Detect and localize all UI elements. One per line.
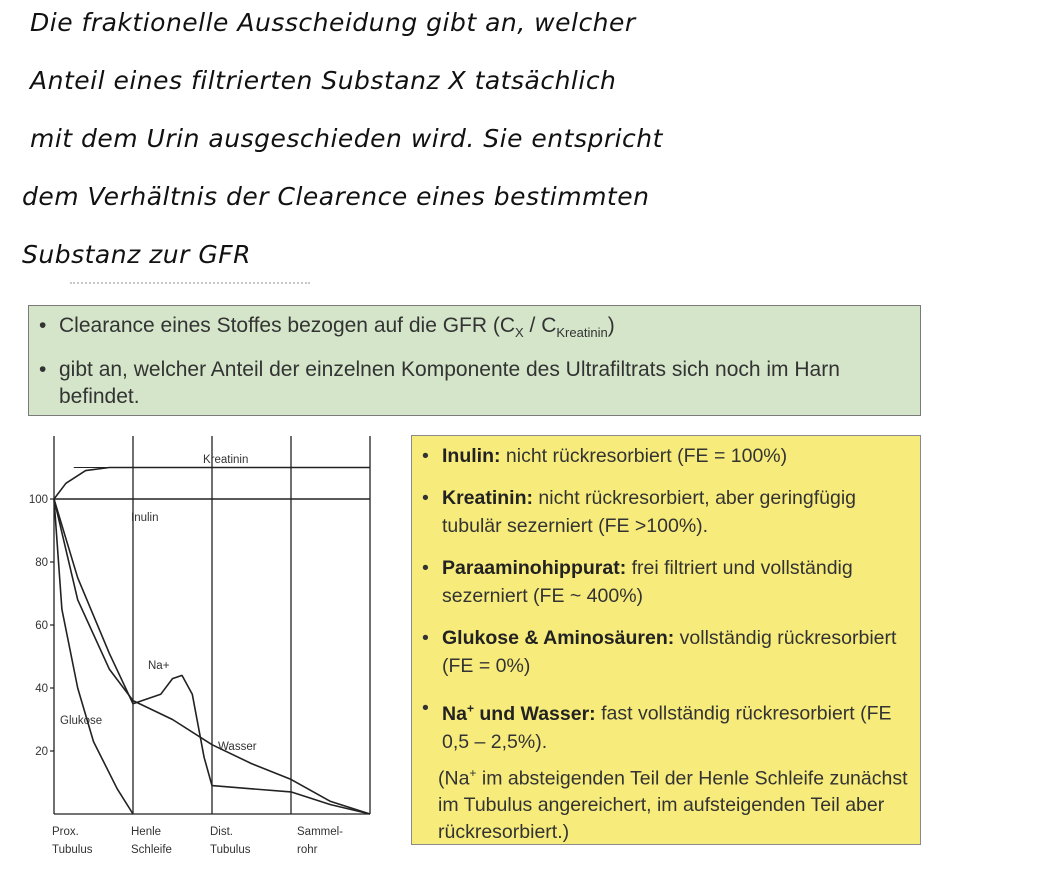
summary-list xyxy=(422,442,910,680)
summary-item xyxy=(422,554,910,610)
summary-item-text: Kreatinin: nicht rückresorbiert, aber geringfügig tubulär sezerniert (FE >100%). xyxy=(442,487,857,537)
y-tick-label: 100 xyxy=(28,494,48,506)
bullet-icon: • xyxy=(422,445,429,467)
chart-svg xyxy=(20,430,390,870)
summary-item-text: Paraaminohippurat: frei filtriert und vollständig sezerniert (FE ~ 400%) xyxy=(442,557,853,607)
summary-item-text: Glukose & Aminosäuren: vollständig rückresorbiert (FE = 0%) xyxy=(442,627,897,677)
series-label-wasser: Wasser xyxy=(218,741,257,753)
segment-label-line2: Tubulus xyxy=(210,844,251,856)
handwritten-note-line-1: Die fraktionelle Ausscheidung gibt an, welcher xyxy=(30,8,636,37)
y-tick-label: 60 xyxy=(35,620,48,632)
segment-label-line2: Tubulus xyxy=(52,844,93,856)
summary-item xyxy=(422,442,910,470)
y-tick-label: 40 xyxy=(35,683,48,695)
definition-text-1: Clearance eines Stoffes bezogen auf die GFR $(C_X / C_{Kreatinin})$ xyxy=(59,314,615,341)
summary-item-na-wasser xyxy=(422,694,910,756)
series-label-inulin: Inulin xyxy=(131,512,159,524)
definition-box xyxy=(28,305,921,416)
segment-label-line2: Schleife xyxy=(131,844,172,856)
faded-heading-remnant xyxy=(70,282,310,290)
chart-y-ticks xyxy=(29,494,54,758)
bullet-icon: • xyxy=(39,314,47,337)
definition-bullet-1 xyxy=(39,312,910,346)
bullet-icon: • xyxy=(422,487,429,509)
bullet-icon: • xyxy=(422,557,429,579)
bullet-icon: • xyxy=(39,358,47,382)
summary-note: (Na+ im absteigenden Teil der Henle Schleife zunächst im Tubulus angereichert, im aufsteigenden Teil aber rückresorbiert.) xyxy=(438,765,908,843)
series-label-glukose: Glukose xyxy=(60,715,103,727)
segment-label-line1: Dist. xyxy=(210,826,233,838)
series-label-kreatinin: Kreatinin xyxy=(203,454,249,466)
y-tick-label: 20 xyxy=(35,746,48,758)
handwritten-note-line-2: Anteil eines filtrierten Substanz X tatsächlich xyxy=(30,66,617,95)
segment-label-line1: Henle xyxy=(131,826,162,838)
segment-label-line2: rohr xyxy=(297,844,318,856)
series-label-na: Na+ xyxy=(148,660,170,672)
segment-label-line1: Prox. xyxy=(52,826,79,838)
chart-segment-labels xyxy=(52,826,343,856)
bullet-icon: • xyxy=(422,627,429,649)
summary-text-na-wasser: Na+ und Wasser: fast vollständig rückresorbiert (FE 0,5 – 2,5%). xyxy=(442,701,892,753)
handwritten-note-line-3: mit dem Urin ausgeschieden wird. Sie entspricht xyxy=(30,124,663,153)
summary-box xyxy=(411,435,921,845)
definition-bullet-2 xyxy=(39,356,910,410)
segment-label-line1: Sammel- xyxy=(297,826,344,838)
y-tick-label: 80 xyxy=(35,557,48,569)
summary-item xyxy=(422,484,910,540)
fractional-excretion-chart xyxy=(20,430,390,870)
bullet-icon: • xyxy=(422,697,429,719)
definition-text-2: gibt an, welcher Anteil der einzelnen Komponente des Ultrafiltrats sich noch im Harn befindet. xyxy=(59,358,840,409)
summary-item xyxy=(422,624,910,680)
summary-item-text: Inulin: nicht rückresorbiert (FE = 100%) xyxy=(442,445,788,467)
handwritten-note-line-5: Substanz zur GFR xyxy=(22,240,251,269)
handwritten-note-line-4: dem Verhältnis der Clearence eines bestimmten xyxy=(22,182,650,211)
